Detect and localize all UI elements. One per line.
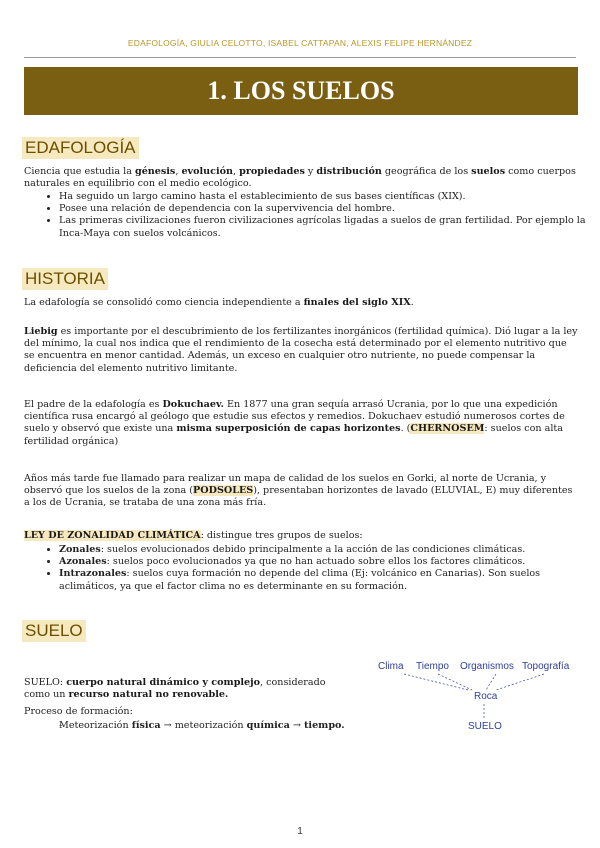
connector-clima	[404, 674, 468, 690]
proceso-formacion-list	[40, 720, 389, 732]
factor-tiempo: Tiempo	[416, 661, 449, 672]
list-item: • Intrazonales: suelos cuya formación no depende del clima (Ej: volcánico en Canarias). Son suelos aclimáticos, ya que el factor clima no es determinante en su formación.	[59, 568, 597, 592]
running-header	[0, 38, 600, 48]
historia-paragraph-liebig: Liebig es importante por el descubrimiento de los fertilizantes inorgánicos (fertilidad química). Dió lugar a la ley del mínimo, la cual nos indica que el rendimiento de la cosecha está determinado por el elemento nutritivo que se encuentra en menor cantidad. Además, un exceso en cualquier otro nutriente, no puede compensar la deficiencia del elemento nutritivo limitante.	[24, 326, 578, 374]
historia-paragraph-podsoles: Años más tarde fue llamado para realizar un mapa de calidad de los suelos en Gorki, al norte de Ucrania, y observó que los suelos de la zona (PODSOLES), presentaban horizontes de lavado (ELUVIAL, E) muy diferentes a los de Ucrania, se trataba de una zona más fría.	[24, 473, 573, 509]
list-item: • Las primeras civilizaciones fueron civilizaciones agrícolas ligadas a suelos de gran fertilidad. Por ejemplo la Inca-Maya con suelos volcánicos.	[59, 215, 597, 239]
edafologia-bullet-list	[40, 191, 597, 240]
list-item: • Azonales: suelos poco evolucionados ya que no han actuado sobre ellos los factores climáticos.	[59, 556, 597, 568]
connector-organismos	[486, 674, 496, 690]
section-heading-suelo: SUELO	[22, 620, 86, 642]
factor-clima: Clima	[378, 661, 404, 672]
section-heading-historia: HISTORIA	[22, 268, 108, 290]
proceso-formacion-label: Proceso de formación:	[24, 706, 133, 717]
suelo-definition: SUELO: cuerpo natural dinámico y complejo, considerado como un recurso natural no renovable.	[24, 677, 326, 701]
rock-label: Roca	[474, 691, 498, 702]
list-item: - Meteorización física → meteorización química → tiempo.	[59, 720, 389, 732]
page-number: 1	[297, 826, 303, 837]
factor-organismos: Organismos	[460, 661, 514, 672]
soil-formation-diagram	[372, 660, 582, 740]
historia-paragraph-1: La edafología se consolidó como ciencia independiente a finales del siglo XIX.	[24, 297, 414, 308]
list-item: • Ha seguido un largo camino hasta el establecimiento de sus bases científicas (XIX).	[59, 191, 597, 203]
list-item: • Zonales: suelos evolucionados debido principalmente a la acción de las condiciones climáticas.	[59, 544, 597, 556]
header-authors: , GIULIA CELOTTO, ISABEL CATTAPAN, ALEXIS FELIPE HERNÁNDEZ	[185, 38, 473, 48]
soil-result-label: SUELO	[468, 721, 502, 732]
header-course: EDAFOLOGÍA	[127, 38, 186, 48]
factor-topografia: Topografía	[522, 661, 570, 672]
edafologia-definition: Ciencia que estudia la génesis, evolución, propiedades y distribución geográfica de los suelos como cuerpos naturales en equilibrio con el medio ecológico.	[24, 166, 576, 190]
ley-zonalidad-list	[40, 544, 597, 593]
page-title: 1. LOS SUELOS	[24, 67, 578, 115]
section-heading-edafologia: EDAFOLOGÍA	[22, 137, 139, 159]
ley-zonalidad-intro: LEY DE ZONALIDAD CLIMÁTICA: distingue tres grupos de suelos:	[24, 530, 363, 541]
connector-topografia	[496, 674, 544, 690]
connector-tiempo	[438, 674, 472, 690]
list-item: • Posee una relación de dependencia con la supervivencia del hombre.	[59, 203, 597, 215]
historia-paragraph-dokuchaev: El padre de la edafología es Dokuchaev. En 1877 una gran sequía arrasó Ucrania, por lo que una expedición científica rusa encargó al geólogo que estudie sus efectos y remedios. Dokuchaev estudió numerosos cortes de suelo y observó que existe una misma superposición de capas horizontes. (CHERNOSEM: suelos con alta fertilidad orgánica)	[24, 399, 565, 447]
header-divider	[24, 57, 576, 58]
